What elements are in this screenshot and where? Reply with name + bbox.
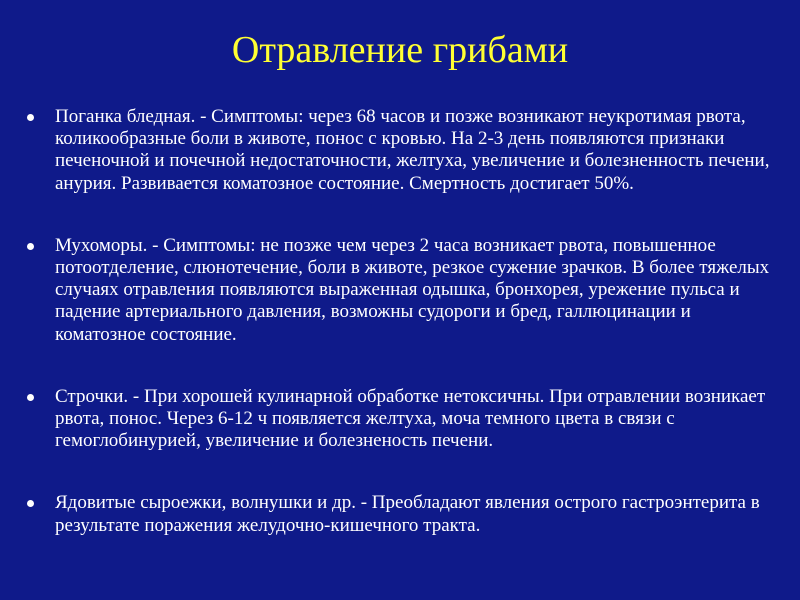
bullet-item-pale-toadstool (25, 106, 775, 195)
bullet-text: Строчки. - При хорошей кулинарной обработке нетоксичны. При отравлении возникает рвота, понос. Через 6-12 ч появляется желтуха, моча темного цвета в связи с гемоглобинурией, увеличение и болезненость печени. (55, 385, 766, 452)
bullet-dot-icon (27, 394, 34, 401)
bullet-text: Мухоморы. - Симптомы: не позже чем через 2 часа возникает рвота, повышенное потоотделение, слюнотечение, боли в животе, резкое сужение зрачков. В более тяжелых случаях отравления появляются выраженная одышка, бронхорея, урежение пульса и падение артериального давления, возможны судороги и бред, галлюцинации и коматозное состояние. (55, 234, 770, 345)
slide-title: Отравление грибами (231, 29, 569, 71)
bullet-item-fly-agaric (25, 235, 775, 346)
bullet-item-russula (25, 492, 775, 536)
bullet-item-gyromitra (25, 386, 775, 453)
bullet-text: Ядовитые сыроежки, волнушки и др. - Преобладают явления острого гастроэнтерита в результате поражения желудочно-кишечного тракта. (55, 492, 760, 536)
bullet-text: Поганка бледная. - Симптомы: через 68 часов и позже возникают неукротимая рвота, коликообразные боли в животе, понос с кровью. На 2-3 день появляются признаки печеночной и почечной недостаточности, желтуха, увеличение и болезненность печени, анурия. Развивается коматозное состояние. Смертность достигает 50%. (55, 106, 770, 194)
bullet-dot-icon (27, 114, 34, 121)
bullet-list (25, 106, 775, 537)
bullet-dot-icon (27, 500, 34, 507)
bullet-dot-icon (27, 243, 34, 250)
